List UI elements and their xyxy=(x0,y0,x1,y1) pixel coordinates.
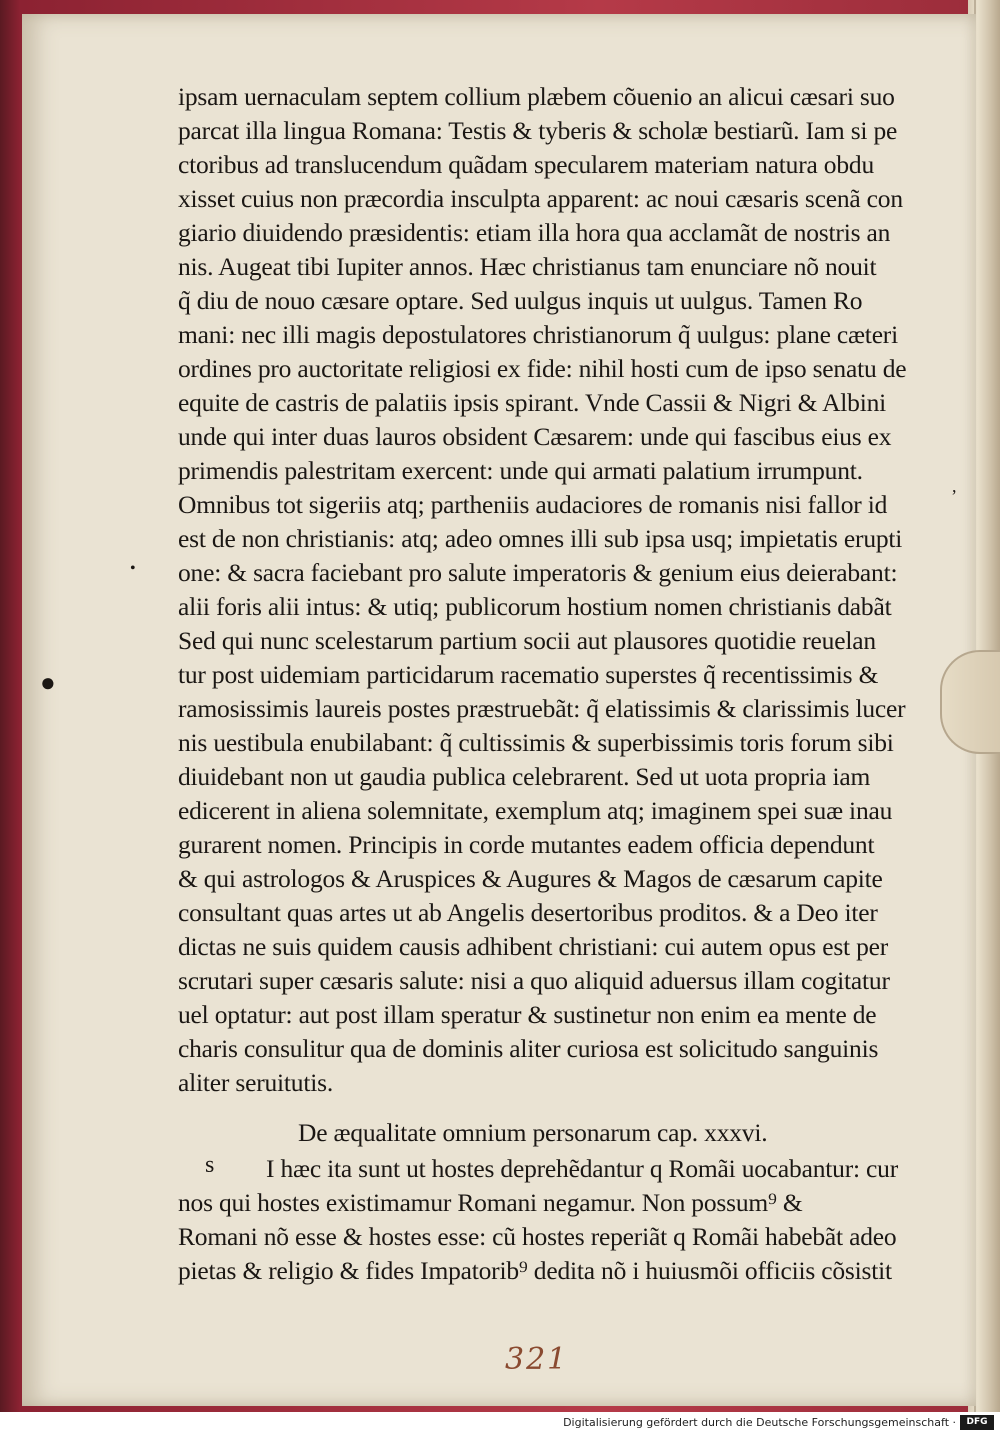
digitization-credit: Digitalisierung gefördert durch die Deutsche Forschungsgemeinschaft · xyxy=(563,1416,956,1429)
margin-ink-mark: ● xyxy=(40,668,56,697)
text-line: tur post uidemiam particidarum racematio superstes q̃ recentissimis & xyxy=(178,660,879,689)
text-line: scrutari super cæsaris salute: nisi a quo aliquid aduersus illam cogitatur xyxy=(178,966,890,995)
text-line: parcat illa lingua Romana: Testis & tyberis & scholæ bestiarũ. Iam si pe xyxy=(178,116,898,145)
folio-number: 321 xyxy=(505,1342,569,1377)
text-line: ramosissimis laureis postes præstruebãt: q̃ elatissimis & clarissimis lucer xyxy=(178,694,906,723)
margin-comma-mark: , xyxy=(952,476,957,496)
text-line: Omnibus tot sigeriis atq; partheniis audaciores de romanis nisi fallor id xyxy=(178,490,888,519)
text-line: nis uestibula enubilabant: q̃ cultissimis & superbissimis toris forum sibi xyxy=(178,728,894,757)
text-line: ordines pro auctoritate religiosi ex fide: nihil hosti cum de ipso senatu de xyxy=(178,354,907,383)
text-line: nis. Augeat tibi Iupiter annos. Hæc christianus tam enunciare nõ nouit xyxy=(178,252,877,281)
page-clasp xyxy=(940,650,1000,754)
margin-dot-mark: • xyxy=(130,560,136,577)
chapter-text-line: nos qui hostes existimamur Romani negamur. Non possum⁹ & xyxy=(178,1188,803,1217)
text-line: Sed qui nunc scelestarum partium socii aut plausores quotidie reuelan xyxy=(178,626,876,655)
text-line: consultant quas artes ut ab Angelis desertoribus proditos. & a Deo iter xyxy=(178,898,878,927)
text-line: ipsam uernaculam septem collium plæbem cõuenio an alicui cæsari suo xyxy=(178,82,895,111)
text-line: est de non christianis: atq; adeo omnes illi sub ipsa usq; impietatis erupti xyxy=(178,524,903,553)
text-line: gurarent nomen. Principis in corde mutantes eadem officia dependunt xyxy=(178,830,875,859)
text-line: giario diuidendo præsidentis: etiam illa hora qua acclamãt de nostris an xyxy=(178,218,891,247)
text-line: q̃ diu de nouo cæsare optare. Sed uulgus inquis ut uulgus. Tamen Ro xyxy=(178,286,863,315)
text-line: charis consulitur qua de dominis aliter curiosa est solicitudo sanguinis xyxy=(178,1034,879,1063)
text-line: diuidebant non ut gaudia publica celebrarent. Sed ut uota propria iam xyxy=(178,762,871,791)
text-line: primendis palestritam exercent: unde qui armati palatium irrumpunt. xyxy=(178,456,863,485)
text-line: uel optatur: aut post illam speratur & sustinetur non enim ea mente de xyxy=(178,1000,877,1029)
text-line: unde qui inter duas lauros obsident Cæsarem: unde qui fascibus eius ex xyxy=(178,422,892,451)
chapter-heading: De æqualitate omnium personarum cap. xxxvi. xyxy=(298,1118,768,1147)
text-line: aliter seruitutis. xyxy=(178,1068,334,1097)
text-line: equite de castris de palatiis ipsis spirant. Vnde Cassii & Nigri & Albini xyxy=(178,388,887,417)
text-line: alii foris alii intus: & utiq; publicorum hostium nomen christianis dabãt xyxy=(178,592,892,621)
guide-letter: s xyxy=(205,1152,215,1178)
chapter-text-line: I hæc ita sunt ut hostes deprehẽdantur q Romãi uocabantur: cur xyxy=(266,1154,899,1183)
text-line: ctoribus ad translucendum quãdam specularem materiam natura obdu xyxy=(178,150,874,179)
text-line: dictas ne suis quidem causis adhibent christiani: cui autem opus est per xyxy=(178,932,889,961)
text-line: & qui astrologos & Aruspices & Augures & Magos de cæsarum capite xyxy=(178,864,883,893)
text-line: one: & sacra faciebant pro salute imperatoris & genium eius deierabant: xyxy=(178,558,898,587)
dfg-logo: DFG xyxy=(960,1415,994,1430)
text-line: xisset cuius non præcordia insculpta apparent: ac noui cæsaris scenã con xyxy=(178,184,903,213)
text-line: edicerent in aliena solemnitate, exemplum atq; imaginem spei suæ inau xyxy=(178,796,893,825)
chapter-text-line: pietas & religio & fides Impatorib⁹ dedita nõ i huiusmõi officiis cõsistit xyxy=(178,1256,892,1285)
chapter-text-line: Romani nõ esse & hostes esse: cũ hostes reperiãt q Romãi habebãt adeo xyxy=(178,1222,897,1251)
text-line: mani: nec illi magis depostulatores christianorum q̃ uulgus: plane cæteri xyxy=(178,320,898,349)
